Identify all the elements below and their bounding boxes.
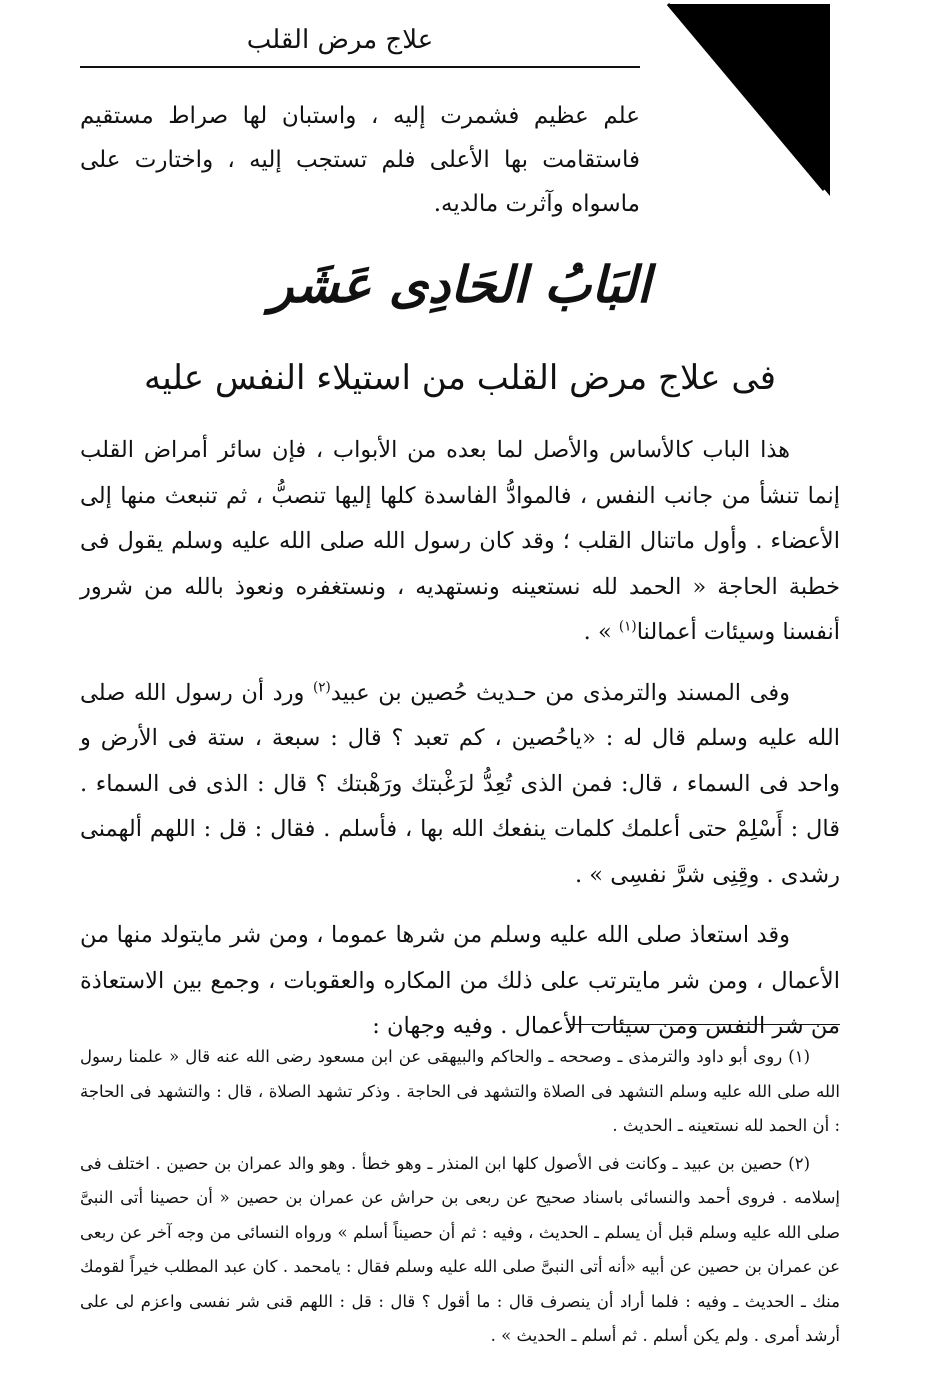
footnote-ref-2: (٢) [312, 679, 331, 695]
footnote-2: (٢) حصين بن عبيد ـ وكانت فى الأصول كلها ابن المنذر ـ وهو خطأ . وهو والد عمران بن حصين . اختلف فى إسلامه . فروى أحمد والنسائى باسناد صحيح عن ربعى بن حراش عن عمران بن حصين « أن حصينا أتى النبىَّ صلى الله عليه وسلم قبل أن يسلم ـ الحديث ، وفيه : ثم أن حصيناً أسلم » ورواه النسائى من وجه آخر عن ربعى عن عمران بن حصين عن أبيه «أنه أتى النبىَّ صلى الله عليه وسلم فقال : يامحمد . كان عبد المطلب خيراً لقومك منك ـ الحديث ـ وفيه : فلما أراد أن ينصرف قال : ما أقول ؟ قال : قل : اللهم قنى شر نفسى واعزم لى على أرشد أمرى . ولم يكن أسلم . ثم أسلم ـ الحديث » . [80, 1153, 840, 1345]
corner-bookmark-icon [664, 0, 834, 200]
body-paragraph-2-text: وفى المسند والترمذى من حـديث حُصين بن عبيد [330, 679, 790, 706]
main-body [80, 428, 840, 1065]
body-paragraph-1-end: » . [583, 619, 619, 645]
body-paragraph-1 [80, 428, 840, 656]
chapter-title: البَابُ الحَادِى عَشَر [269, 255, 651, 314]
footnote-1: (١) روى أبو داود والترمذى ـ وصححه ـ والحاكم والبيهقى عن ابن مسعود رضى الله عنه قال « علمنا رسول الله صلى الله عليه وسلم التشهد فى الصلاة والتشهد فى الحاجة . وذكر تشهد الصلاة ، قال : والتشهد فى الحاجة : أن الحمد لله نستعينه ـ الحديث . [80, 1047, 840, 1135]
intro-paragraph [80, 94, 640, 226]
body-paragraph-2-end: ورد أن رسول الله صلى الله عليه وسلم قال له : «ياحُصين ، كم تعبد ؟ قال : سبعة ، ستة فى الأرض و واحد فى السماء ، قال: فمن الذى تُعِدُّ لرَغْبتك ورَهْبتك ؟ قال : الذى فى السماء . قال : أَسْلِمْ حتى أعلمك كلمات ينفعك الله بها ، فأسلم . فقال : قل : اللهم ألهمنى رشدى . وقِنِى شرَّ نفسِى » . [80, 679, 840, 888]
footnote-divider [568, 1024, 840, 1025]
footnotes [80, 1040, 840, 1357]
intro-text: علم عظيم فشمرت إليه ، واستبان لها صراط مستقيم فاستقامت بها الأعلى فلم تستجب إليه ، واختارت على ماسواه وآثرت مالديه. [80, 103, 640, 217]
body-paragraph-3: وقد استعاذ صلى الله عليه وسلم من شرها عموما ، ومن شر مايتولد منها من الأعمال ، ومن شر مايترتب على ذلك من المكاره والعقوبات ، وجمع بين الاستعاذة من شر النفس ومن سيئات الأعمال . وفيه وجهان : [80, 922, 840, 1039]
chapter-subtitle: فى علاج مرض القلب من استيلاء النفس عليه [144, 358, 776, 398]
running-header: علاج مرض القلب [246, 25, 434, 55]
footnote-ref-1: (١) [618, 618, 637, 635]
header-divider [80, 66, 640, 68]
body-paragraph-1-text: هذا الباب كالأساس والأصل لما بعده من الأبواب ، فإن سائر أمراض القلب إنما تنشأ من جانب النفس ، فالموادُّ الفاسدة كلها إليها تنصبُّ ، ثم تنبعث منها إلى الأعضاء . وأول ماتنال القلب ؛ وقد كان رسول الله صلى الله عليه وسلم يقول فى خطبة الحاجة « الحمد لله نستعينه ونستهديه ، ونستغفره ونعوذ بالله من شرور أنفسنا وسيئات أعمالنا [80, 437, 840, 645]
body-paragraph-2 [80, 671, 840, 899]
